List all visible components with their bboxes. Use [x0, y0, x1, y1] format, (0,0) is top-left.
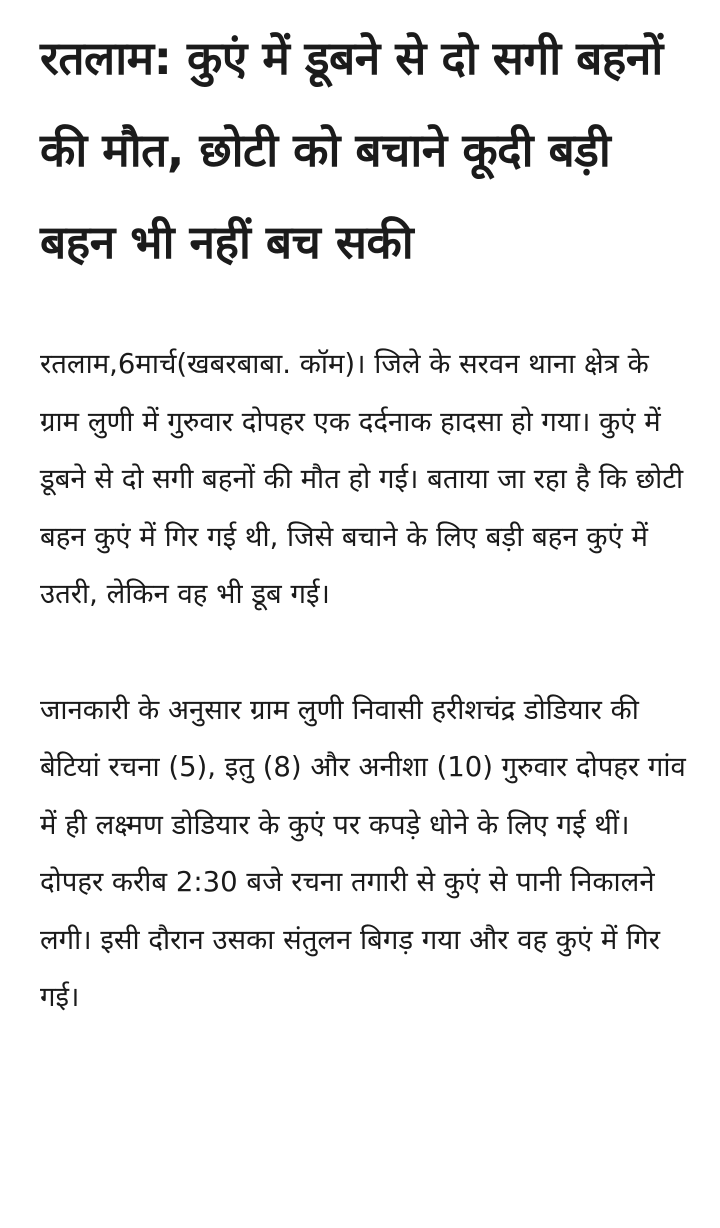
- article-headline: रतलाम: कुएं में डूबने से दो सगी बहनों की मौत, छोटी को बचाने कूदी बड़ी बहन भी नहीं बच सकी: [40, 31, 663, 269]
- article-paragraph-1: रतलाम,6मार्च(खबरबाबा. कॉम)। जिले के सरवन थाना क्षेत्र के ग्राम लुणी में गुरुवार दोपहर एक दर्दनाक हादसा हो गया। कुएं में डूबने से दो सगी बहनों की मौत हो गई। बताया जा रहा है कि छोटी बहन कुएं में गिर गई थी, जिसे बचाने के लिए बड़ी बहन कुएं में उतरी, लेकिन वह भी डूब गई।: [40, 348, 684, 610]
- article-paragraph-2: जानकारी के अनुसार ग्राम लुणी निवासी हरीशचंद्र डोडियार की बेटियां रचना (5), इतु (8) और अनीशा (10) गुरुवार दोपहर गांव में ही लक्ष्मण डोडियार के कुएं पर कपड़े धोने के लिए गई थीं। दोपहर करीब 2:30 बजे रचना तगारी से कुएं से पानी निकालने लगी। इसी दौरान उसका संतुलन बिगड़ गया और वह कुएं में गिर गई।: [40, 693, 686, 1013]
- news-article: [40, 12, 690, 1027]
